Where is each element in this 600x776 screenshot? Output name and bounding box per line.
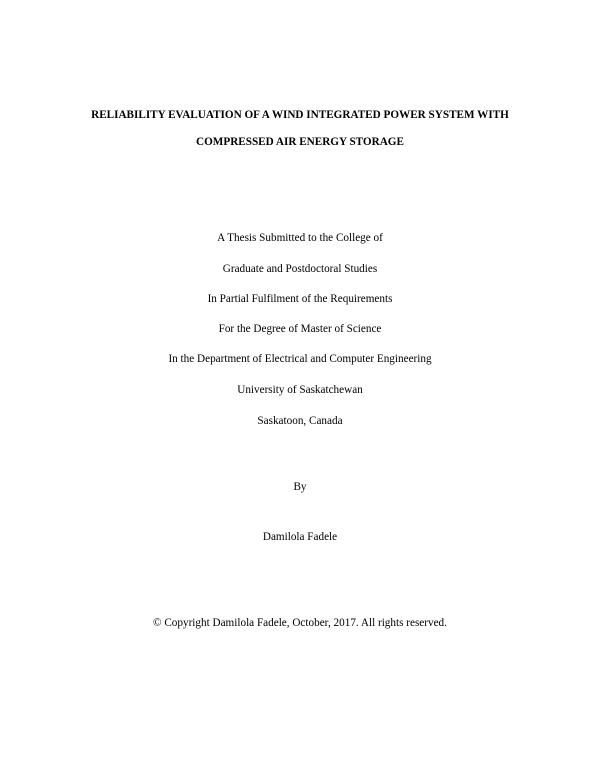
submission-line-university: University of Saskatchewan: [237, 384, 363, 396]
submission-line-department: In the Department of Electrical and Computer Engineering: [168, 353, 432, 365]
copyright-notice: © Copyright Damilola Fadele, October, 2017. All rights reserved.: [153, 617, 447, 629]
submission-line-location: Saskatoon, Canada: [257, 415, 343, 427]
submission-line-studies: Graduate and Postdoctoral Studies: [222, 263, 378, 275]
submission-line-degree: For the Degree of Master of Science: [218, 323, 382, 335]
submission-line-requirements: In Partial Fulfilment of the Requirements: [207, 293, 393, 305]
submission-line-college: A Thesis Submitted to the College of: [217, 232, 383, 244]
author-name: Damilola Fadele: [262, 531, 338, 543]
thesis-title-line-1: RELIABILITY EVALUATION OF A WIND INTEGRATED POWER SYSTEM WITH: [91, 109, 509, 121]
thesis-title-line-2: COMPRESSED AIR ENERGY STORAGE: [196, 136, 404, 148]
by-label: By: [293, 481, 307, 493]
